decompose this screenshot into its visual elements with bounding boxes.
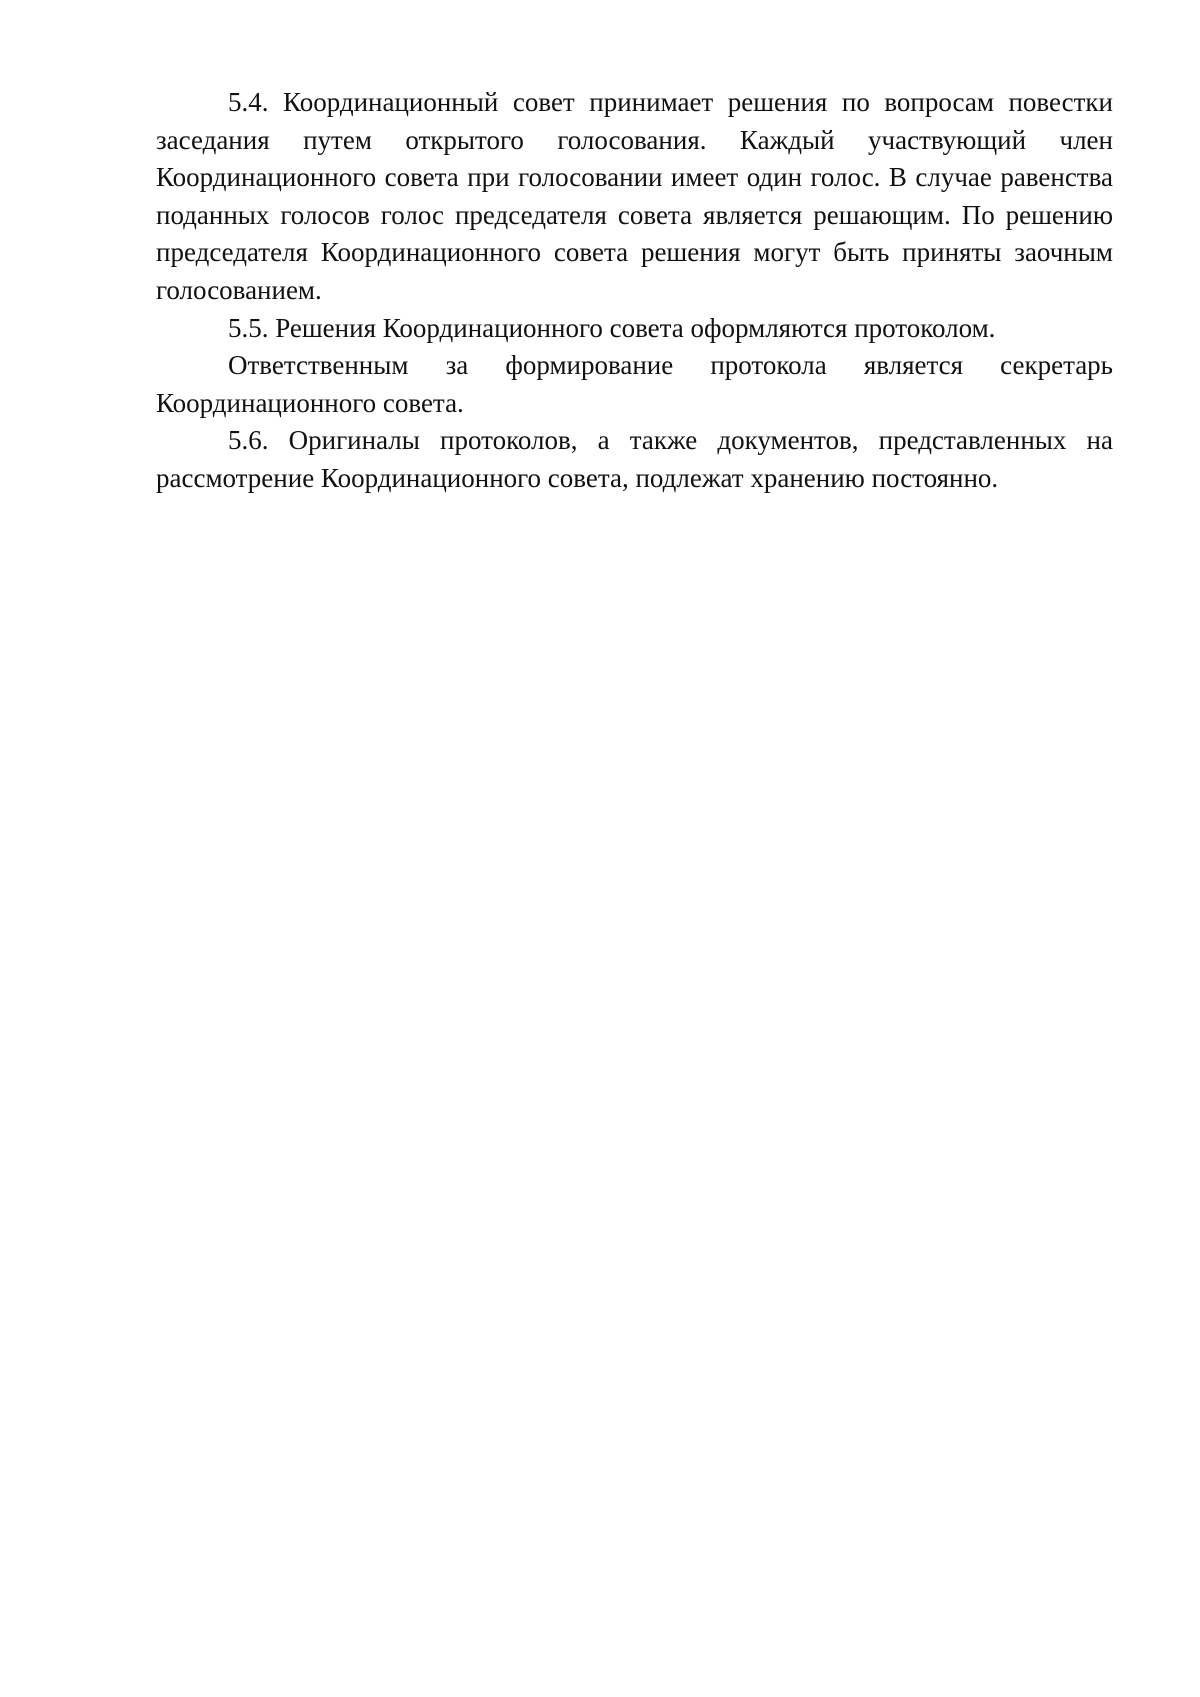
paragraph-5-4: 5.4. Координационный совет принимает решения по вопросам повестки заседания путем открытого голосования. Каждый участвующий член Координационного совета при голосовании имеет один голос. В случае равенства поданных голосов голос председателя совета является решающим. По решению председателя Координационного совета решения могут быть приняты заочным голосованием. [156,87,1113,305]
paragraph-5-5-responsible: Ответственным за формирование протокола является секретарь Координационного совета. [156,350,1113,418]
paragraph-5-6: 5.6. Оригиналы протоколов, а также документов, представленных на рассмотрение Координационного совета, подлежат хранению постоянно. [156,425,1113,493]
document-body [156,84,1113,498]
paragraph-5-5: 5.5. Решения Координационного совета оформляются протоколом. [228,312,996,343]
